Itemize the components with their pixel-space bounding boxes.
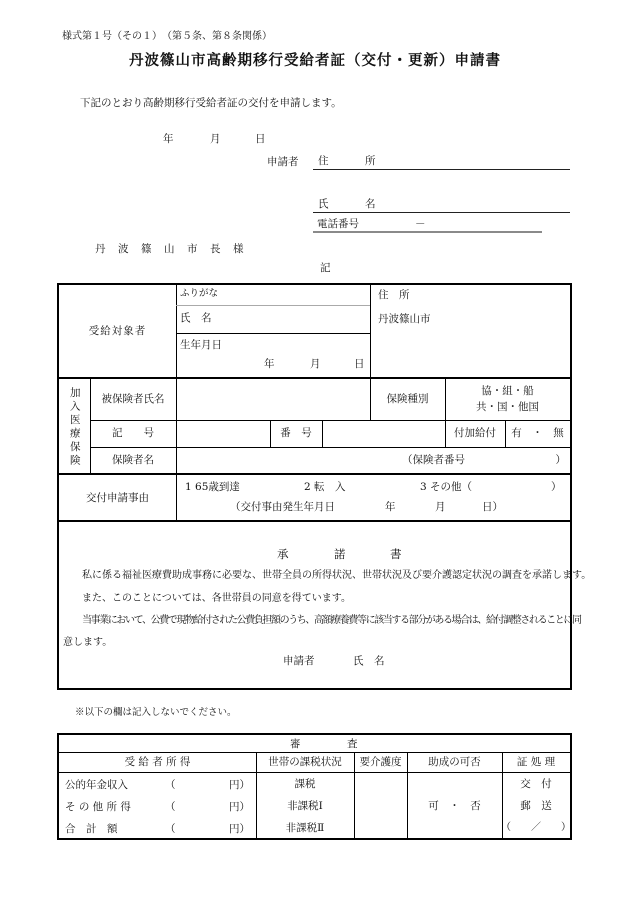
reason-date-day: 日） <box>482 501 503 513</box>
insurance-type-opt1: 協・組・船 <box>481 385 534 398</box>
header-recipient-income: 受 給 者 所 得 <box>124 755 191 768</box>
consent-paragraph-3a: 当事業において、公費で現物給付された公費負担額のうち、高額療養費等に該当する部分がある場合は、給付調整されることに同 <box>82 615 581 626</box>
furigana-label: ふりがな <box>180 288 219 299</box>
addon-benefit-options[interactable]: 有 ・ 無 <box>511 427 564 440</box>
form-code: 様式第１号（その１） （第５条、第８条関係） <box>62 31 272 42</box>
cert-row-mail: 郵 送 <box>520 799 552 812</box>
reason-option-3[interactable]: 3 その他（ <box>420 481 473 493</box>
income-cell[interactable] <box>59 772 256 838</box>
birth-month-label: 月 <box>310 358 321 370</box>
tax-status-cell[interactable] <box>256 772 354 838</box>
consent-paragraph-3b: 意します。 <box>63 637 113 648</box>
consent-paragraph-1: 私に係る福祉医療費助成事務に必要な、世帯全員の所得状況、世帯状況及び要介護認定状況の調査を承諾します。 <box>82 570 592 581</box>
income-row-label: 合 計 額 <box>65 823 118 835</box>
cert-row-date: （ ／ ） <box>501 822 571 833</box>
date-month-label: 月 <box>210 133 221 145</box>
consent-paragraph-2: また、このことについては、各世帯員の同意を得ています。 <box>82 593 351 604</box>
birth-day-label: 日 <box>354 358 365 370</box>
insurance-type-options[interactable] <box>445 379 570 420</box>
intro-text: 下記のとおり高齢期移行受給者証の交付を申請します。 <box>80 97 342 109</box>
application-date-line[interactable] <box>163 133 273 147</box>
income-row-label: そ の 他 所 得 <box>65 801 131 813</box>
number-label: 番 号 <box>280 427 312 440</box>
main-form-table <box>57 283 592 690</box>
symbol-label: 記 号 <box>112 427 154 440</box>
insurer-name-label: 保険者名 <box>112 453 154 466</box>
furigana-underline <box>176 305 370 306</box>
reason-date-month: 月 <box>435 501 446 513</box>
insured-name-input-area[interactable] <box>176 379 370 420</box>
paren-open: （ <box>165 823 176 835</box>
insurance-type-opt2: 共・国・他国 <box>476 401 539 413</box>
consent-title-3: 書 <box>390 547 402 561</box>
reason-date-open: （交付事由発生年月日 <box>230 501 335 513</box>
header-cert-process: 証 処 理 <box>516 755 556 768</box>
recipient-name-input-area[interactable] <box>219 307 370 333</box>
birthdate-label: 生年月日 <box>180 339 222 351</box>
paren-open: （ <box>165 801 176 813</box>
date-day-label: 日 <box>255 133 266 145</box>
yen-close: 円） <box>229 823 250 835</box>
yen-close: 円） <box>229 801 250 813</box>
reason-option-2[interactable]: 2 転 入 <box>304 481 346 493</box>
recipient-address-city: 丹波篠山市 <box>378 313 431 325</box>
tax-row-3: 非課税Ⅱ <box>285 821 325 834</box>
consent-title-1: 承 <box>277 547 289 561</box>
applicant-address-field[interactable] <box>313 150 570 170</box>
page-title: 丹波篠山市高齢期移行受給者証（交付・更新）申請書 <box>129 52 501 69</box>
recipient-label-cell: 受給対象者 <box>88 324 147 337</box>
insurer-name-input-area[interactable] <box>176 447 570 473</box>
name-label-2: 名 <box>365 198 376 210</box>
cert-process-cell[interactable] <box>502 772 570 838</box>
tax-row-2: 非課税Ⅰ <box>287 799 323 812</box>
address-label-1: 住 <box>318 155 329 167</box>
header-household-tax: 世帯の課税状況 <box>268 755 342 768</box>
approval-options: 可 ・ 否 <box>428 799 481 812</box>
phone-label: 電話番号 <box>317 218 359 230</box>
address-label-2: 所 <box>365 155 376 167</box>
consent-sign-label: 申請者 <box>283 655 315 667</box>
addon-benefit-label: 付加給付 <box>454 427 496 440</box>
insurer-number-close: ） <box>555 454 566 466</box>
name-label-1: 氏 <box>318 198 329 210</box>
consent-sign-name-label: 氏 名 <box>353 655 385 667</box>
cert-row-issue: 交 付 <box>520 777 552 790</box>
insurer-number-open: （保険者番号 <box>402 454 465 466</box>
applicant-name-field[interactable] <box>313 193 570 213</box>
paren-open: （ <box>165 779 176 791</box>
reason-date-year: 年 <box>385 501 396 513</box>
reason-option-1[interactable]: 1 65歳到達 <box>185 481 240 493</box>
header-approval: 助成の可否 <box>428 755 481 768</box>
review-table <box>57 733 572 840</box>
reason-label: 交付申請事由 <box>86 492 149 505</box>
phone-dash: － <box>415 218 426 230</box>
applicant-label: 申請者 <box>267 156 299 168</box>
income-row-label: 公的年金収入 <box>65 779 128 791</box>
review-title-1: 審 <box>290 738 301 750</box>
divider <box>176 475 177 522</box>
recipient-address-label: 住 所 <box>378 289 410 301</box>
consent-title-2: 諾 <box>334 547 346 561</box>
approval-cell[interactable] <box>407 772 502 838</box>
ki-mark: 記 <box>320 262 331 274</box>
applicant-phone-field[interactable] <box>313 214 542 233</box>
reason-option-3-close: ） <box>551 481 562 493</box>
date-year-label: 年 <box>163 133 174 145</box>
birth-year-label: 年 <box>264 358 275 370</box>
mayor-line: 丹 波 篠 山 市 長 様 <box>95 243 245 255</box>
symbol-input-area[interactable] <box>176 420 270 447</box>
consent-signature-area[interactable] <box>399 647 567 673</box>
recipient-name-label: 氏 名 <box>180 312 212 324</box>
furigana-input-area[interactable] <box>176 285 370 305</box>
number-input-area[interactable] <box>322 420 445 447</box>
review-title-2: 査 <box>347 738 358 750</box>
insurance-type-label: 保険種別 <box>386 393 429 406</box>
header-care-level: 要介護度 <box>359 755 402 768</box>
insurance-vertical-label: 加入医療保険 <box>68 386 81 468</box>
tax-row-1: 課税 <box>294 777 316 790</box>
insured-name-label: 被保険者氏名 <box>101 393 165 406</box>
yen-close: 円） <box>229 779 250 791</box>
staff-only-note: ※以下の欄は記入しないでください。 <box>75 707 237 718</box>
recipient-address-input-area[interactable] <box>370 305 570 377</box>
care-level-cell[interactable] <box>354 772 407 838</box>
